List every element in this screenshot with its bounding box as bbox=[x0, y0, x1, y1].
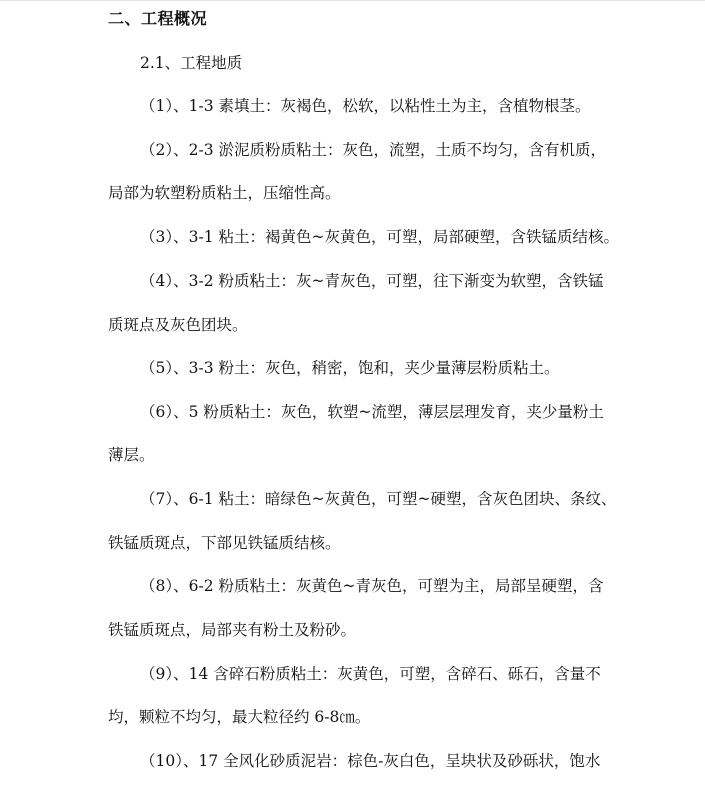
item-2-line-1: （2）、2-3 淤泥质粉质粘土：灰色，流塑，土质不均匀，含有机质， bbox=[140, 141, 607, 159]
item-6-line-2: 薄层。 bbox=[108, 446, 155, 464]
item-5-line-1: （5）、3-3 粉土：灰色，稍密，饱和，夹少量薄层粉质粘土。 bbox=[140, 359, 560, 377]
item-8-line-1: （8）、6-2 粉质粘土：灰黄色~青灰色，可塑为主，局部呈硬塑，含 bbox=[140, 577, 604, 595]
item-6-line-1: （6）、5 粉质粘土：灰色，软塑~流塑，薄层层理发育，夹少量粉土 bbox=[140, 403, 604, 421]
item-9-line-2: 均，颗粒不均匀，最大粒径约 6-8㎝。 bbox=[108, 708, 371, 726]
item-9-line-1: （9）、14 含碎石粉质粘土：灰黄色，可塑，含碎石、砾石，含量不 bbox=[140, 665, 601, 683]
item-3-line-1: （3）、3-1 粘土：褐黄色~灰黄色，可塑，局部硬塑，含铁锰质结核。 bbox=[140, 228, 619, 246]
item-2-line-2: 局部为软塑粉质粘土，压缩性高。 bbox=[108, 184, 341, 202]
item-1-line-1: （1）、1-3 素填土：灰褐色，松软，以粘性土为主，含植物根茎。 bbox=[140, 97, 591, 115]
item-7-line-2: 铁锰质斑点，下部见铁锰质结核。 bbox=[108, 534, 341, 552]
item-4-line-2: 质斑点及灰色团块。 bbox=[108, 316, 248, 334]
subsection-heading: 2.1、工程地质 bbox=[140, 54, 243, 72]
item-4-line-1: （4）、3-2 粉质粘土：灰~青灰色，可塑，往下渐变为软塑，含铁锰 bbox=[140, 272, 604, 290]
item-10-line-1: （10）、17 全风化砂质泥岩：棕色-灰白色，呈块状及砂砾状，饱水 bbox=[140, 752, 601, 770]
item-7-line-1: （7）、6-1 粘土：暗绿色~灰黄色，可塑~硬塑，含灰色团块、条纹、 bbox=[140, 490, 617, 508]
section-heading: 二、工程概况 bbox=[108, 9, 208, 28]
page-top-edge bbox=[0, 0, 705, 1]
item-8-line-2: 铁锰质斑点，局部夹有粉土及粉砂。 bbox=[108, 621, 357, 639]
